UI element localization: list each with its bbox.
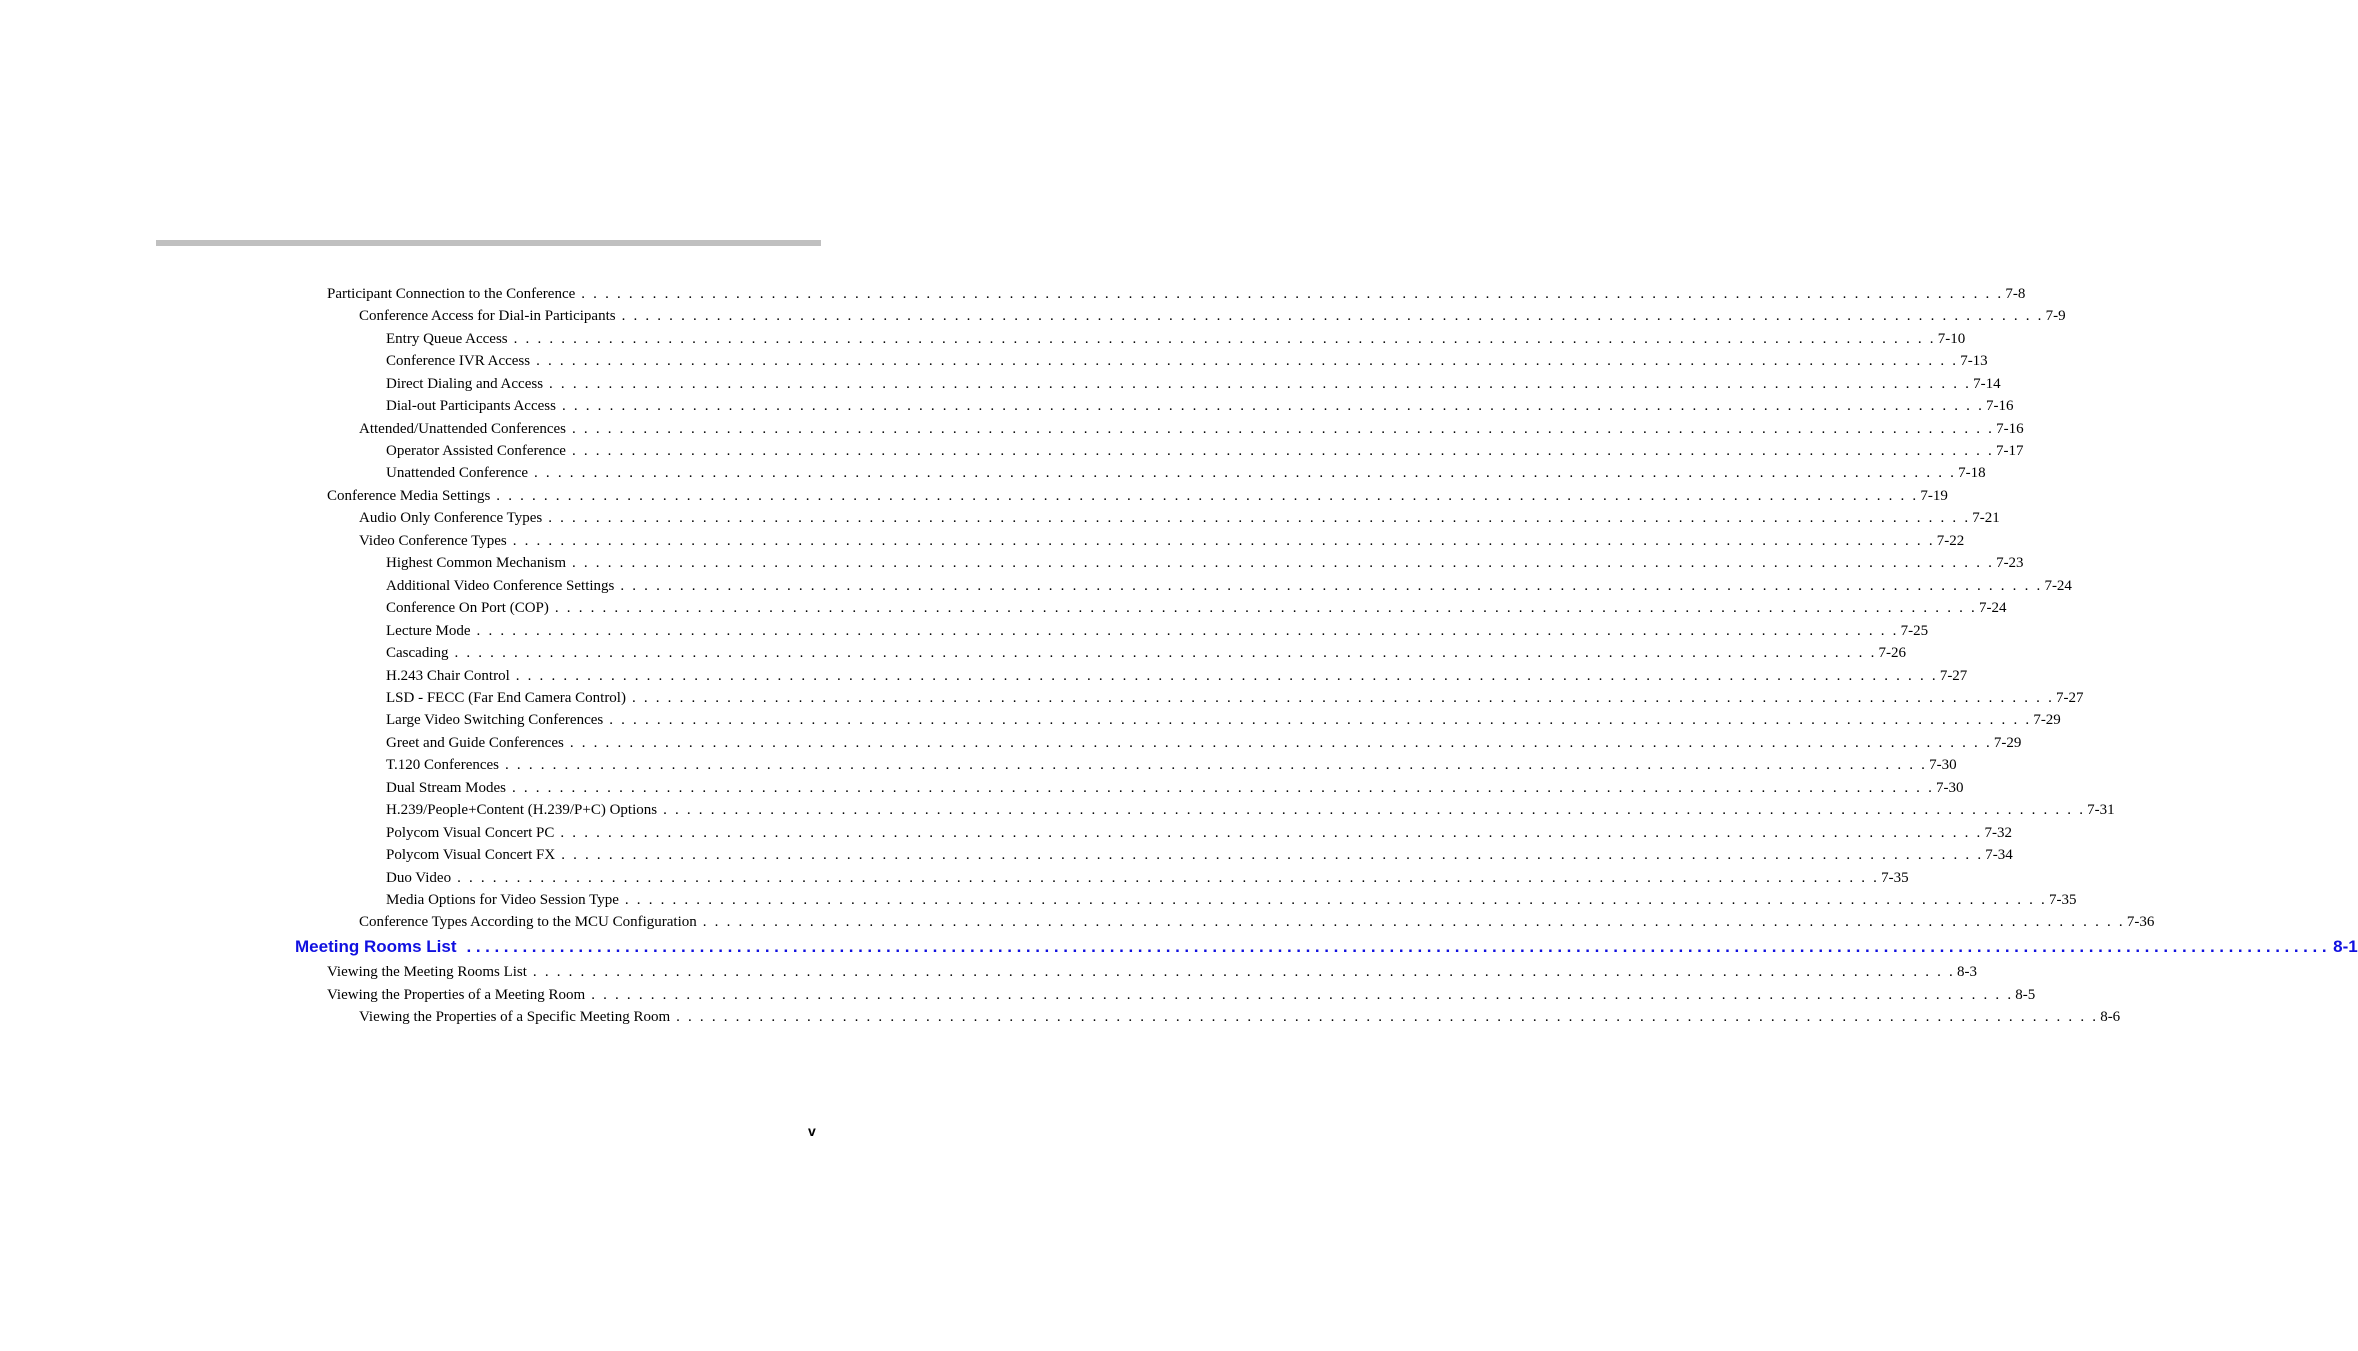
toc-entry-title: Viewing the Properties of a Meeting Room [327,987,586,1003]
toc-entry-page: 8-1 [2333,937,2358,956]
toc-entry [386,598,2007,618]
toc-entry [327,486,1948,506]
toc-entry [386,823,2012,843]
toc-entry-title: Lecture Mode [386,623,471,639]
toc-entry-title: H.243 Chair Control [386,668,510,684]
dot-leader: . . . . . . . . . . . . . . . . . . . . . . . . . . . . . . . . . . . . . . . . . . . . . . . . . . . . . . . . . . . . . . . . . . . . . . . . . . . . . . . . . . . . . . . . . . . . . . . . . . . . . . . . . . . . . . . . . . . . . . . . [624,892,2047,908]
toc-entry [327,985,2036,1005]
toc-entry-title: Meeting Rooms List [295,937,457,956]
toc-entry-page: 7-30 [1936,780,1964,796]
dot-leader: . . . . . . . . . . . . . . . . . . . . . . . . . . . . . . . . . . . . . . . . . . . . . . . . . . . . . . . . . . . . . . . . . . . . . . . . . . . . . . . . . . . . . . . . . . . . . . . . . . . . . . . . . . . . . . . . . . . . . . . . [512,533,1935,549]
toc-entry-title: Large Video Switching Conferences [386,712,604,728]
toc-entry-page: 7-21 [1972,510,2000,526]
toc-entry [386,621,1929,641]
dot-leader: . . . . . . . . . . . . . . . . . . . . . . . . . . . . . . . . . . . . . . . . . . . . . . . . . . . . . . . . . . . . . . . . . . . . . . . . . . . . . . . . . . . . . . . . . . . . . . . . . . . . . . . . . . . . . . . . . . . . . . . . [572,421,1995,437]
toc-entry [359,419,2024,439]
toc-entry-page: 8-6 [2100,1009,2121,1025]
toc-entry-page: 7-34 [1985,847,2013,863]
toc-entry [359,508,2000,528]
toc-entry [386,441,2024,461]
toc-entry-title: Unattended Conference [386,465,529,481]
toc-entry-title: LSD - FECC (Far End Camera Control) [386,690,626,706]
toc-entry-page: 8-5 [2015,987,2036,1003]
toc-entry [386,778,1964,798]
dot-leader: . . . . . . . . . . . . . . . . . . . . . . . . . . . . . . . . . . . . . . . . . . . . . . . . . . . . . . . . . . . . . . . . . . . . . . . . . . . . . . . . . . . . . . . . . . . . . . . . . . . . . . . . . . . . . . . . . . . . . . . . [457,870,1880,886]
toc-entry [386,329,1966,349]
toc-entry-title: Conference On Port (COP) [386,600,549,616]
dot-leader: . . . . . . . . . . . . . . . . . . . . . . . . . . . . . . . . . . . . . . . . . . . . . . . . . . . . . . . . . . . . . . . . . . . . . . . . . . . . . . . . . . . . . . . . . . . . . . . . . . . . . . . . . . . . . . . . . . . . . . . . [663,802,2086,818]
dot-leader: . . . . . . . . . . . . . . . . . . . . . . . . . . . . . . . . . . . . . . . . . . . . . . . . . . . . . . . . . . . . . . . . . . . . . . . . . . . . . . . . . . . . . . . . . . . . . . . . . . . . . . . . . . . . . . . . . . . . . . . . [591,987,2014,1003]
toc-entry [386,755,1957,775]
toc-entry-page: 7-27 [2056,690,2084,706]
toc-entry-title: Conference Media Settings [327,488,491,504]
dot-leader: . . . . . . . . . . . . . . . . . . . . . . . . . . . . . . . . . . . . . . . . . . . . . . . . . . . . . . . . . . . . . . . . . . . . . . . . . . . . . . . . . . . . . . . . . . . . . . . . . . . . . . . . . . . . . . . . . . . . . . . . [569,735,1992,751]
dot-leader: . . . . . . . . . . . . . . . . . . . . . . . . . . . . . . . . . . . . . . . . . . . . . . . . . . . . . . . . . . . . . . . . . . . . . . . . . . . . . . . . . . . . . . . . . . . . . . . . . . . . . . . . . . . . . . . . . . . . . . . . [511,780,1935,796]
toc-entry-page: 7-24 [2044,578,2072,594]
toc-entry-page: 8-3 [1956,964,1977,980]
toc-entry [327,962,1977,982]
toc-entry [359,531,1965,551]
dot-leader: . . . . . . . . . . . . . . . . . . . . . . . . . . . . . . . . . . . . . . . . . . . . . . . . . . . . . . . . . . . . . . . . . . . . . . . . . . . . . . . . . . . . . . . . . . . . . . . . . . . . . . . . . . . . . . . . . . . . . . . . [534,465,1957,481]
toc-entry-page: 7-19 [1920,488,1948,504]
toc-entry-title: T.120 Conferences [386,757,500,773]
toc-entry-page: 7-31 [2087,802,2115,818]
toc-entry [386,733,2022,753]
toc-entry-page: 7-36 [2126,914,2155,930]
dot-leader: . . . . . . . . . . . . . . . . . . . . . . . . . . . . . . . . . . . . . . . . . . . . . . . . . . . . . . . . . . . . . . . . . . . . . . . . . . . . . . . . . . . . . . . . . . . . . . . . . . . . . . . . . . . . . . . . . . . . . . . . [532,964,1955,980]
toc-entry [359,306,2066,326]
dot-leader: . . . . . . . . . . . . . . . . . . . . . . . . . . . . . . . . . . . . . . . . . . . . . . . . . . . . . . . . . . . . . . . . . . . . . . . . . . . . . . . . . . . . . . . . . . . . . . . . . . . . . . . . . . . . . . . . . . . . . . . . [496,488,1919,504]
toc-entry-page: 7-23 [1996,555,2024,571]
toc-entry-title: Polycom Visual Concert PC [386,825,555,841]
toc-entry [386,463,1986,483]
toc-entry-title: Participant Connection to the Conference [327,286,576,302]
toc-entry-title: Polycom Visual Concert FX [386,847,556,863]
toc-chapter-link[interactable] [295,937,2358,957]
toc-entry-title: Operator Assisted Conference [386,443,566,459]
toc-entry [386,868,1909,888]
toc-entry [386,688,2084,708]
toc-entry-page: 7-18 [1958,465,1986,481]
toc-entry-title: H.239/People+Content (H.239/P+C) Options [386,802,658,818]
dot-leader: ........................................................................................................................................................................................................ [466,937,2332,956]
toc-entry-page: 7-16 [1996,421,2024,437]
dot-leader: . . . . . . . . . . . . . . . . . . . . . . . . . . . . . . . . . . . . . . . . . . . . . . . . . . . . . . . . . . . . . . . . . . . . . . . . . . . . . . . . . . . . . . . . . . . . . . . . . . . . . . . . . . . . . . . . . . . . . . . . [513,331,1936,347]
toc-entry-title: Direct Dialing and Access [386,376,544,392]
toc-entry-title: Conference Access for Dial-in Participants [359,308,616,324]
toc-entry-title: Dial-out Participants Access [386,398,556,414]
toc-entry-page: 7-25 [1900,623,1929,639]
toc-entry-page: 7-24 [1978,600,2007,616]
dot-leader: . . . . . . . . . . . . . . . . . . . . . . . . . . . . . . . . . . . . . . . . . . . . . . . . . . . . . . . . . . . . . . . . . . . . . . . . . . . . . . . . . . . . . . . . . . . . . . . . . . . . . . . . . . . . . . . . . . . . . . . . [560,825,1983,841]
toc-entry-page: 7-30 [1929,757,1957,773]
toc-entry-page: 7-35 [1881,870,1909,886]
dot-leader: . . . . . . . . . . . . . . . . . . . . . . . . . . . . . . . . . . . . . . . . . . . . . . . . . . . . . . . . . . . . . . . . . . . . . . . . . . . . . . . . . . . . . . . . . . . . . . . . . . . . . . . . . . . . . . . . . . . . . . . . [549,376,1972,392]
dot-leader: . . . . . . . . . . . . . . . . . . . . . . . . . . . . . . . . . . . . . . . . . . . . . . . . . . . . . . . . . . . . . . . . . . . . . . . . . . . . . . . . . . . . . . . . . . . . . . . . . . . . . . . . . . . . . . . . . . . . . . . . [505,757,1928,773]
toc-entry [386,576,2072,596]
toc-entry-title: Cascading [386,645,449,661]
toc-entry-page: 7-29 [2033,712,2061,728]
dot-leader: . . . . . . . . . . . . . . . . . . . . . . . . . . . . . . . . . . . . . . . . . . . . . . . . . . . . . . . . . . . . . . . . . . . . . . . . . . . . . . . . . . . . . . . . . . . . . . . . . . . . . . . . . . . . . . . . . . . . . . . . [621,308,2044,324]
toc-entry [386,890,2077,910]
toc-entry-title: Conference Types According to the MCU Configuration [359,914,697,930]
toc-entry-title: Media Options for Video Session Type [386,892,619,908]
dot-leader: . . . . . . . . . . . . . . . . . . . . . . . . . . . . . . . . . . . . . . . . . . . . . . . . . . . . . . . . . . . . . . . . . . . . . . . . . . . . . . . . . . . . . . . . . . . . . . . . . . . . . . . . . . . . . . . . . . . . . . . . [572,555,1995,571]
toc-entry-title: Viewing the Properties of a Specific Meeting Room [359,1009,671,1025]
toc-entry-page: 7-8 [2005,286,2026,302]
toc-entry-title: Viewing the Meeting Rooms List [327,964,527,980]
toc-entry-title: Duo Video [386,870,452,886]
toc-entry-page: 7-16 [1986,398,2014,414]
toc-entry [359,912,2155,932]
toc-entry-title: Video Conference Types [359,533,507,549]
dot-leader: . . . . . . . . . . . . . . . . . . . . . . . . . . . . . . . . . . . . . . . . . . . . . . . . . . . . . . . . . . . . . . . . . . . . . . . . . . . . . . . . . . . . . . . . . . . . . . . . . . . . . . . . . . . . . . . . . . . . . . . . [676,1009,2099,1025]
dot-leader: . . . . . . . . . . . . . . . . . . . . . . . . . . . . . . . . . . . . . . . . . . . . . . . . . . . . . . . . . . . . . . . . . . . . . . . . . . . . . . . . . . . . . . . . . . . . . . . . . . . . . . . . . . . . . . . . . . . . . . . . [702,914,2125,930]
toc-entry-page: 7-27 [1939,668,1968,684]
dot-leader: . . . . . . . . . . . . . . . . . . . . . . . . . . . . . . . . . . . . . . . . . . . . . . . . . . . . . . . . . . . . . . . . . . . . . . . . . . . . . . . . . . . . . . . . . . . . . . . . . . . . . . . . . . . . . . . . . . . . . . . . [631,690,2055,706]
toc-entry [386,553,2024,573]
toc-entry-title: Entry Queue Access [386,331,508,347]
toc-entry [386,800,2115,820]
toc-entry-title: Greet and Guide Conferences [386,735,564,751]
toc-entry [386,351,1988,371]
toc-entry-title: Dual Stream Modes [386,780,506,796]
dot-leader: . . . . . . . . . . . . . . . . . . . . . . . . . . . . . . . . . . . . . . . . . . . . . . . . . . . . . . . . . . . . . . . . . . . . . . . . . . . . . . . . . . . . . . . . . . . . . . . . . . . . . . . . . . . . . . . . . . . . . . . . [476,623,1899,639]
dot-leader: . . . . . . . . . . . . . . . . . . . . . . . . . . . . . . . . . . . . . . . . . . . . . . . . . . . . . . . . . . . . . . . . . . . . . . . . . . . . . . . . . . . . . . . . . . . . . . . . . . . . . . . . . . . . . . . . . . . . . . . . [548,510,1971,526]
dot-leader: . . . . . . . . . . . . . . . . . . . . . . . . . . . . . . . . . . . . . . . . . . . . . . . . . . . . . . . . . . . . . . . . . . . . . . . . . . . . . . . . . . . . . . . . . . . . . . . . . . . . . . . . . . . . . . . . . . . . . . . . [554,600,1977,616]
toc-entry-title: Audio Only Conference Types [359,510,543,526]
toc-entry-title: Attended/Unattended Conferences [359,421,567,437]
toc-entry-page: 7-29 [1993,735,2022,751]
toc-entry [386,666,1968,686]
toc-entry [359,1007,2121,1027]
dot-leader: . . . . . . . . . . . . . . . . . . . . . . . . . . . . . . . . . . . . . . . . . . . . . . . . . . . . . . . . . . . . . . . . . . . . . . . . . . . . . . . . . . . . . . . . . . . . . . . . . . . . . . . . . . . . . . . . . . . . . . . . [515,668,1938,684]
toc-entry-page: 7-13 [1960,353,1988,369]
dot-leader: . . . . . . . . . . . . . . . . . . . . . . . . . . . . . . . . . . . . . . . . . . . . . . . . . . . . . . . . . . . . . . . . . . . . . . . . . . . . . . . . . . . . . . . . . . . . . . . . . . . . . . . . . . . . . . . . . . . . . . . . [609,712,2032,728]
toc-entry-page: 7-35 [2048,892,2077,908]
dot-leader: . . . . . . . . . . . . . . . . . . . . . . . . . . . . . . . . . . . . . . . . . . . . . . . . . . . . . . . . . . . . . . . . . . . . . . . . . . . . . . . . . . . . . . . . . . . . . . . . . . . . . . . . . . . . . . . . . . . . . . . . [561,847,1984,863]
toc-entry [386,396,2014,416]
dot-leader: . . . . . . . . . . . . . . . . . . . . . . . . . . . . . . . . . . . . . . . . . . . . . . . . . . . . . . . . . . . . . . . . . . . . . . . . . . . . . . . . . . . . . . . . . . . . . . . . . . . . . . . . . . . . . . . . . . . . . . . . [536,353,1959,369]
dot-leader: . . . . . . . . . . . . . . . . . . . . . . . . . . . . . . . . . . . . . . . . . . . . . . . . . . . . . . . . . . . . . . . . . . . . . . . . . . . . . . . . . . . . . . . . . . . . . . . . . . . . . . . . . . . . . . . . . . . . . . . . [454,645,1877,661]
toc-entry-title: Additional Video Conference Settings [386,578,615,594]
dot-leader: . . . . . . . . . . . . . . . . . . . . . . . . . . . . . . . . . . . . . . . . . . . . . . . . . . . . . . . . . . . . . . . . . . . . . . . . . . . . . . . . . . . . . . . . . . . . . . . . . . . . . . . . . . . . . . . . . . . . . . . . [620,578,2043,594]
toc-entry-page: 7-9 [2045,308,2066,324]
dot-leader: . . . . . . . . . . . . . . . . . . . . . . . . . . . . . . . . . . . . . . . . . . . . . . . . . . . . . . . . . . . . . . . . . . . . . . . . . . . . . . . . . . . . . . . . . . . . . . . . . . . . . . . . . . . . . . . . . . . . . . . . [581,286,2004,302]
toc-entry-title: Highest Common Mechanism [386,555,566,571]
toc-entry-title: Conference IVR Access [386,353,531,369]
toc-entry [386,643,1907,663]
toc-entry [327,284,2026,304]
toc-entry [386,845,2013,865]
toc-entry-page: 7-26 [1878,645,1907,661]
dot-leader: . . . . . . . . . . . . . . . . . . . . . . . . . . . . . . . . . . . . . . . . . . . . . . . . . . . . . . . . . . . . . . . . . . . . . . . . . . . . . . . . . . . . . . . . . . . . . . . . . . . . . . . . . . . . . . . . . . . . . . . . [571,443,1995,459]
toc-entry-page: 7-22 [1936,533,1965,549]
toc-entry-page: 7-17 [1996,443,2024,459]
toc-entry-page: 7-10 [1937,331,1966,347]
toc-entry [386,710,2061,730]
toc-entry [386,374,2001,394]
toc-entry-page: 7-14 [1973,376,2001,392]
dot-leader: . . . . . . . . . . . . . . . . . . . . . . . . . . . . . . . . . . . . . . . . . . . . . . . . . . . . . . . . . . . . . . . . . . . . . . . . . . . . . . . . . . . . . . . . . . . . . . . . . . . . . . . . . . . . . . . . . . . . . . . . [561,398,1985,414]
page-number: v [808,1123,816,1139]
toc-entry-page: 7-32 [1984,825,2012,841]
